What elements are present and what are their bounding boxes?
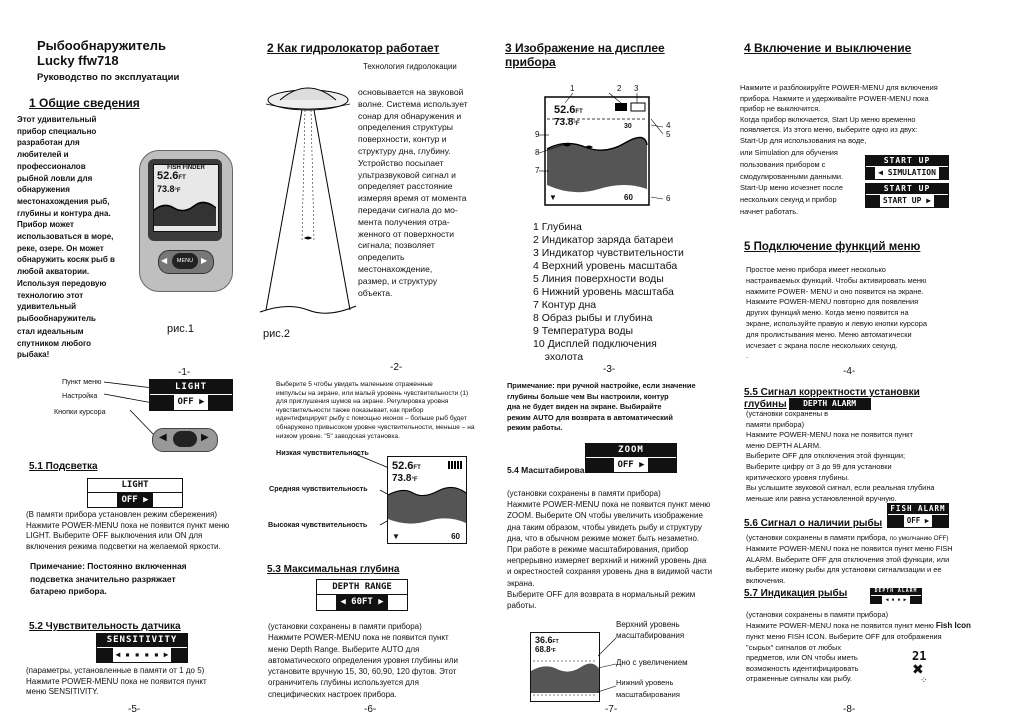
section1-text-end: стал идеальным спутником любого рыбака!: [17, 327, 92, 360]
section56-text-a: [746, 533, 986, 545]
sens-screen-logo-icon: ▼: [392, 532, 400, 541]
sonar-text: основывается на звуковой волне. Система использует сонар для обнаружения и определения структуры поверхности, контур и структуру дна, глубину. Устройство посылает ультразвуковой сигнал и определяет расстояние измеряя время от момента передачи сигнала до мо- мента получения отра- женного от поверхности сигнала; позволяет определить местонахождение, размер, и структуру объекта.: [358, 87, 468, 298]
startup-display: [865, 183, 949, 208]
section55-text: (установки сохранены в памяти прибора) Нажмите POWER-MENU пока не появится пункт меню DEPTH ALARM. Выберите OFF для отключения этой функции; Выберите цифру от 3 до 99 для установки критического уровня глубины. Вы услышите звуковой сигнал, если реальная глубина меньше или равна установленной вручную.: [746, 409, 935, 503]
list-item: 4 Верхний уровень масштаба: [533, 260, 678, 272]
display-legend-list: [533, 221, 693, 364]
device-menu-button[interactable]: MENU: [172, 253, 198, 269]
section52-text: (параметры, установленные в памяти от 1 до 5) Нажмите POWER-MENU пока не появится пункт меню SENSITIVITY.: [26, 666, 207, 697]
section3-title: 3 Изображение на дисплее прибора: [505, 41, 665, 69]
sonar-diagram: [258, 80, 358, 320]
low-sensitivity-label: Низкая чувствительность: [276, 448, 369, 457]
list-item: 1 Глубина: [533, 221, 582, 233]
title-line1: Рыбообнаружитель: [37, 38, 167, 53]
section51-note: Примечание: Постоянно включенная подсветка значительно разряжает батарею прибора.: [30, 561, 187, 597]
section57-text-a: (установки сохранены в памяти прибора) Нажмите POWER-MENU пока не появится пункт меню: [746, 610, 934, 630]
fish-icon-value: ◀ ▪ ▪ ▶: [882, 596, 909, 604]
startup-sim-title: START UP: [866, 156, 948, 167]
section53-text: (установки сохранены в памяти прибора) Нажмите POWER-MENU пока не появится пункт меню Depth Range. Выберите AUTO для автоматического определения уровня глубины или установите вручную 15, 30, 60,90, 120 футов. Этот ограничитель глубины используется для специфических настроек прибора.: [268, 622, 459, 699]
section52-title: 5.2 Чувствительность датчика: [29, 621, 181, 632]
list-item: 10 Дисплей подключения: [533, 338, 657, 350]
section57-title: 5.7 Индикация рыбы: [744, 588, 848, 599]
section56-text-a2: по умолчанию OFF): [889, 535, 949, 542]
fish-alarm-display: [887, 503, 949, 528]
label-cursor-keys: Кнопки курсора: [54, 407, 106, 416]
zoom-screen-trace: [531, 655, 599, 699]
marker-2: 2: [617, 84, 622, 93]
light-value: OFF ▶: [117, 493, 152, 507]
marker-9: 9: [535, 130, 540, 139]
fish-alarm-value: OFF ▶: [904, 515, 933, 527]
sens-screen-trace: [388, 485, 466, 533]
zoom-screen: [530, 632, 600, 702]
zoom-screen-depth: 36.6: [535, 635, 553, 645]
marker-8: 8: [535, 148, 540, 157]
section4-text-cont: или Simulation для обучения пользования прибором с смодулированными данными. Start-Up меню исчезнет после нескольких секунд и прибор начнет работать.: [740, 148, 844, 216]
page-number-6: -6-: [364, 704, 377, 715]
fish-icon-sample: [912, 650, 936, 690]
page-number-8: -8-: [843, 704, 856, 715]
sensitivity-pointer-lines: [355, 450, 391, 530]
page-number-1: -1-: [178, 367, 191, 378]
zoom-callout-lines: [598, 630, 618, 700]
section2-title: 2 Как гидролокатор работает: [267, 41, 440, 55]
section51-text: (В памяти прибора установлен режим сбережения) Нажмите POWER-MENU пока не появится пункт меню LIGHT. Выберите OFF выключения или ON для включения режима подсветки на желаемой яркости.: [26, 510, 230, 551]
depth-range-value: ◀ 60FT ▶: [336, 595, 387, 610]
sens-screen-temp-unit: °F: [411, 477, 418, 483]
section1-text: Этот удивительный прибор специально разработан для любителей и профессионалов рыбной ловли для обнаружения местонахождения рыб, глубины и контура дна. Прибор может использоваться в море, реке, озере. Он может обнаружить косяк рыб в любой акватории. Используя передовую технологию этот удивительный рыбообнаружитель: [17, 115, 115, 323]
sensitivity-title: SENSITIVITY: [97, 634, 187, 648]
section56-text-b: Нажмите POWER-MENU пока не появится пункт меню FISH ALARM. Выберите OFF для отключения этой функции, или выберите иконку рыбы для установки сигнализации и ее включения.: [746, 544, 953, 585]
section55-title-line2: глубины: [744, 398, 787, 410]
sensitivity-levels-text: Выберите 5 чтобы увидеть маленькие отраженные импульсы на экране, или малый уровень чувствительности (1) для приглушения шумов на экране. Регулировка уровня чувствительности также показывает, как прибор идентифицирует рыбу с помощью иконок – больше рыб будет обнаружено привысоком уровне чувствительности, меньше – на низком уровне. "5" заводская установка.: [276, 381, 475, 440]
zoom-lower-label: Нижний уровень масштабирования: [616, 678, 680, 699]
list-item: 2 Индикатор заряда батареи: [533, 234, 674, 246]
depth-range-title: DEPTH RANGE: [317, 580, 407, 595]
marker-1: 1: [570, 84, 575, 93]
sens-screen-depth: 52.6: [392, 460, 414, 472]
depth-note: Примечание: при ручной настройке, если значение глубины больше чем Вы настроили, контур дна не будет виден на экране. Выбирайте режим AUTO для возврата в автоматический режим работы.: [507, 381, 696, 433]
zoom-screen-temp: 68.8: [535, 645, 551, 654]
zoom-upper-label: Верхний уровень масштабирования: [616, 620, 685, 640]
device-temp-unit: °F: [174, 188, 181, 194]
list-item: 7 Контур дна: [533, 299, 597, 311]
marker-7: 7: [535, 166, 540, 175]
fish-symbol-icon: ✖: [912, 661, 924, 677]
page-number-3: -3-: [603, 364, 616, 375]
startup-sim-value: ◀ SIMULATION: [875, 167, 939, 179]
high-sensitivity-label: Высокая чувствительность: [268, 520, 368, 529]
cursor-keys-pad: [152, 428, 218, 452]
sonar-heading: Технология гидролокации: [363, 62, 457, 71]
zoom-value: OFF ▶: [614, 458, 647, 472]
marker-3: 3: [634, 84, 639, 93]
right-cursor-icon[interactable]: ▶: [201, 432, 209, 443]
fig2-label: рис.2: [263, 328, 290, 340]
list-item: 5 Линия поверхности воды: [533, 273, 664, 285]
menu-example-title: LIGHT: [150, 380, 232, 395]
page-number-5: -5-: [128, 704, 141, 715]
small-fish-icon: ⁘: [920, 675, 928, 685]
section54-title: 5.4 Масштабирование: [507, 465, 600, 475]
device-left-key-icon[interactable]: ◀: [161, 256, 168, 265]
page-number-4: -4-: [843, 366, 856, 377]
light-display: [87, 478, 183, 508]
zoom-title: ZOOM: [586, 444, 676, 458]
sensitivity-value: ◀ ▪ ▪ ▪ ▪ ▶: [113, 648, 172, 662]
fish-icon-title: DEPTH ALARM: [871, 589, 921, 596]
fish-finder-device: [139, 150, 231, 290]
section55-title: [744, 387, 920, 410]
startup-sim-display: [865, 155, 949, 180]
section55-title-line1: 5.5 Сигнал корректности установки: [744, 387, 920, 398]
zoom-screen-temp-unit: °F: [550, 648, 556, 654]
disp-logo-icon: ▼: [549, 193, 557, 202]
device-depth: 52.6: [157, 170, 179, 182]
list-item: эхолота: [533, 351, 584, 363]
list-item: 8 Образ рыбы и глубина: [533, 312, 653, 324]
disp-bottom-scale: 60: [624, 193, 633, 202]
left-cursor-icon[interactable]: ◀: [159, 432, 167, 443]
marker-6: 6: [666, 194, 671, 203]
fish-icon-depth: 21: [912, 649, 927, 663]
list-item: 3 Индикатор чувствительности: [533, 247, 684, 259]
fig1-label: рис.1: [167, 323, 194, 335]
startup-title: START UP: [866, 184, 948, 195]
signal-bars-icon: [448, 461, 462, 469]
menu-example-value: OFF ▶: [174, 395, 207, 410]
section57-text-cont: пункт меню FISH ICON. Выберите OFF для отображения "сырых" сигналов от любых предметов, или ON чтобы иметь возможность идентифицировать отраженные сигналы как рыбу.: [746, 632, 942, 684]
light-title: LIGHT: [88, 479, 182, 493]
disp-depth: 52.6: [554, 104, 576, 116]
section4-title: 4 Включение и выключение: [744, 41, 912, 55]
section5-text: Простое меню прибора имеет несколько настраиваемых функций. Чтобы активировать меню нажмите POWER- MENU и оно появится на экране. Нажмите POWER-MENU повторно для появления других функций меню. Когда меню появится на экране, используйте правую и левую кнопки курсора для пролистывания меню. Меню автоматически исчезает с экрана после нескольких секунд. .: [746, 265, 927, 361]
section54-text: (установки сохранены в памяти прибора) Нажмите POWER-MENU пока не появится пункт меню ZOOM. Выберите ON чтобы увеличить изображение дна таким образом, чтобы увидеть рыбу и структуру дна, что в обычном режиме может быть незаметно. При работе в режиме масштабирования, прибор непрерывно измеряет верхний и нижний уровень дна и окрестностей сохраняя уровень дна в видимой части экрана. Выберите OFF для возврата в нормальный режим работы.: [507, 489, 713, 611]
marker-5: 5: [666, 130, 671, 139]
section57-text: [746, 610, 986, 631]
label-setting: Настройка: [62, 391, 98, 400]
list-item: 9 Температура воды: [533, 325, 634, 337]
device-temp: 73.8: [157, 184, 175, 194]
device-screen: [153, 164, 219, 232]
zoom-bottom-label: Дно с увеличением: [616, 658, 688, 667]
section5-title: 5 Подключение функций меню: [744, 241, 921, 253]
title-line2: Lucky ffw718: [37, 53, 119, 68]
sensitivity-display: [96, 633, 188, 663]
section51-title: 5.1 Подсветка: [29, 461, 98, 472]
depth-alarm-display: DEPTH ALARM: [789, 398, 871, 410]
page-number-2: -2-: [390, 362, 403, 373]
depth-range-display: [316, 579, 408, 611]
sensitivity-screen: [387, 456, 467, 544]
device-depth-unit: FT: [178, 175, 186, 181]
section56-title: 5.6 Сигнал о наличии рыбы: [744, 518, 883, 529]
disp-temp: 73.8: [554, 117, 574, 128]
disp-depth-unit: FT: [575, 109, 583, 115]
sens-screen-scale: 60: [451, 532, 460, 541]
section57-bold: Fish Icon: [935, 620, 971, 630]
disp-temp-unit: °F: [573, 121, 580, 127]
sens-screen-depth-unit: FT: [413, 465, 421, 471]
startup-value: START UP ▶: [880, 195, 934, 207]
doc-title: [37, 38, 166, 68]
section53-title: 5.3 Максимальная глубина: [267, 564, 400, 575]
list-item: 6 Нижний уровень масштаба: [533, 286, 674, 298]
marker-4: 4: [666, 121, 671, 130]
page-number-7: -7-: [605, 704, 618, 715]
mid-sensitivity-label: Средняя чувствительность: [269, 484, 368, 493]
menu-example-display: [149, 379, 233, 411]
doc-subtitle: Руководство по эксплуатации: [37, 72, 180, 83]
device-brand: FISH FINDER: [167, 165, 205, 171]
fish-alarm-title: FISH ALARM: [888, 504, 948, 515]
power-menu-key[interactable]: [173, 431, 197, 447]
fish-icon-display: [870, 588, 922, 604]
label-menu-item: Пункт меню: [62, 377, 102, 386]
section56-text-a1: (установки сохранены в памяти прибора,: [746, 533, 888, 542]
disp-top-scale: 30: [624, 123, 632, 130]
sens-screen-temp: 73.8: [392, 473, 412, 484]
section4-text: Нажмите и разблокируйте POWER-MENU для включения прибора. Нажмите и удерживайте POWER-MENU пока прибор не выключится. Когда прибор включается, Start Up меню временно появляется. Из этого меню, выберите одно из двух: Start-Up для использования на воде,: [740, 83, 938, 145]
device-sonar-trace: [154, 196, 216, 226]
device-right-key-icon[interactable]: ▶: [201, 256, 208, 265]
section1-title: 1 Общие сведения: [29, 96, 140, 110]
zoom-screen-depth-unit: FT: [552, 639, 559, 645]
